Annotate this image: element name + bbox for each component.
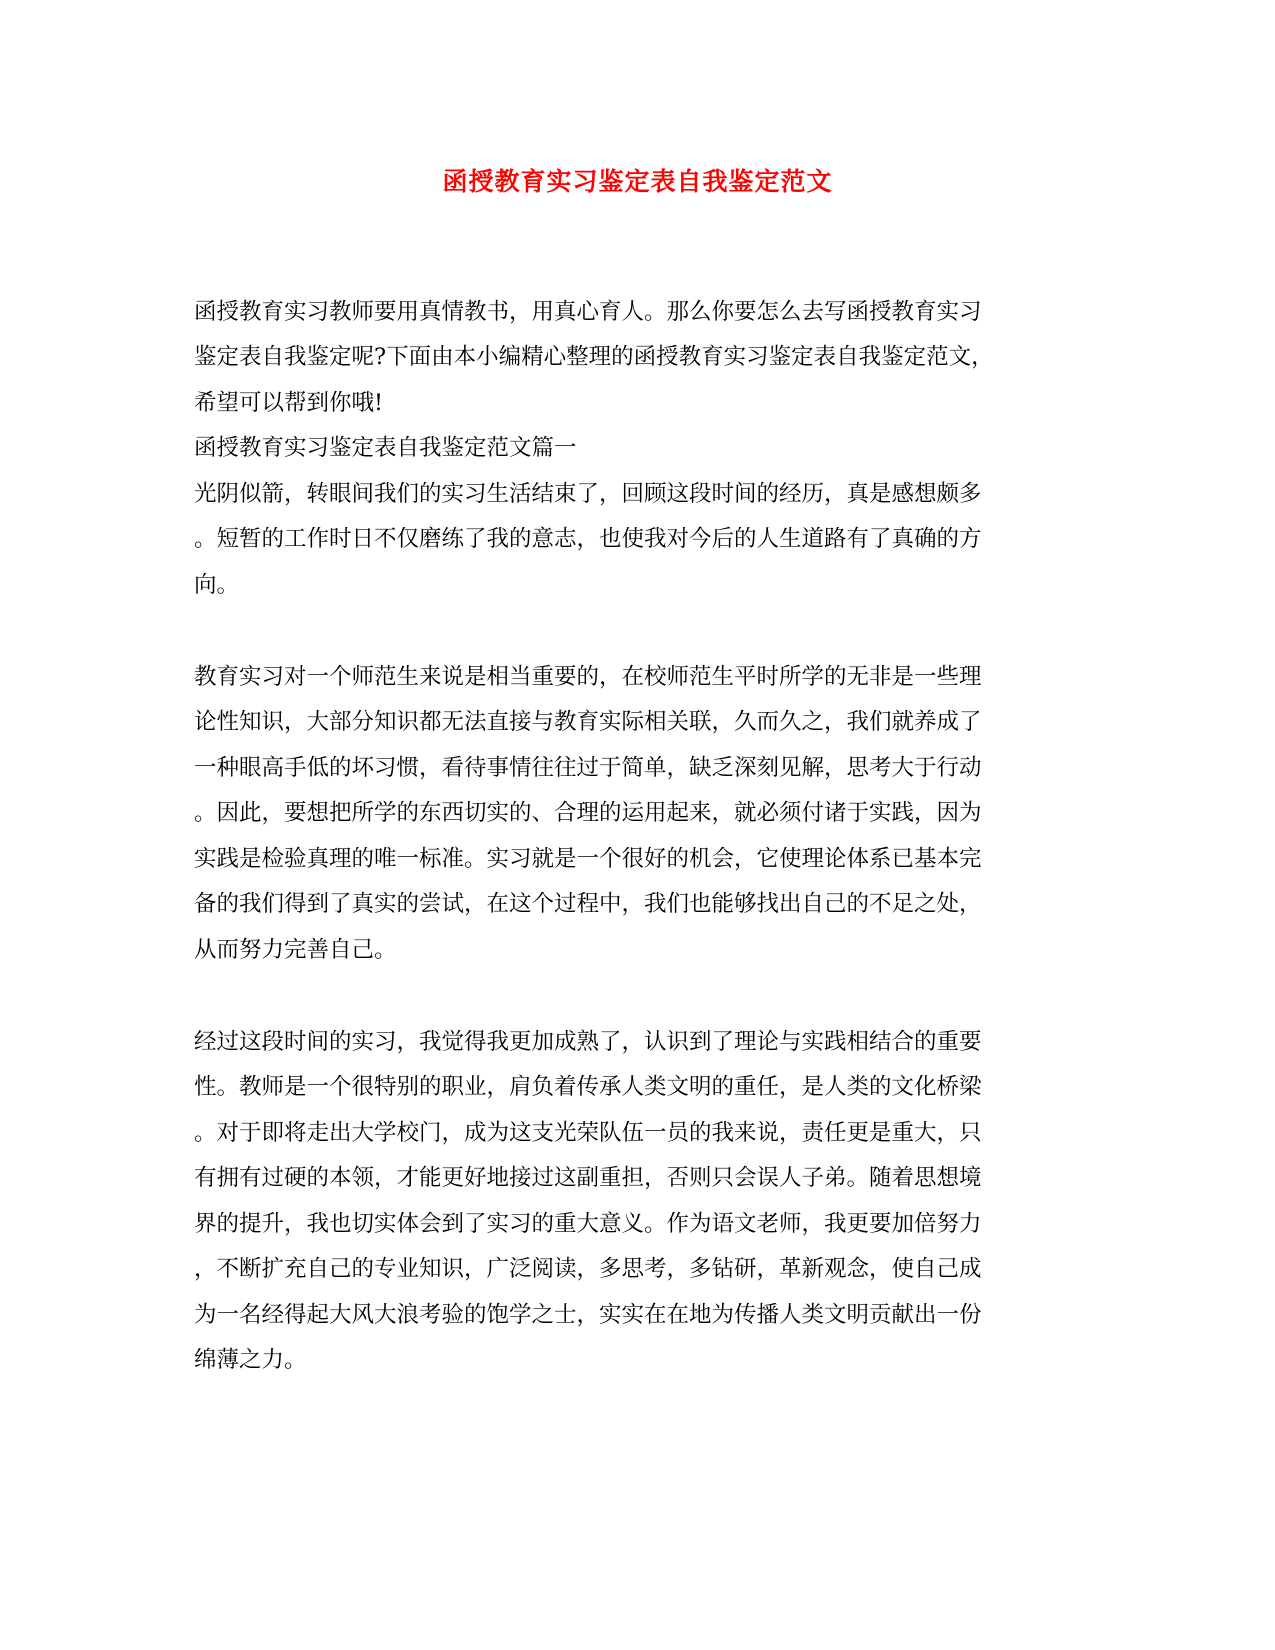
body-line: 。对于即将走出大学校门，成为这支光荣队伍一员的我来说，责任更是重大，只 — [194, 1120, 982, 1146]
body-line: 教育实习对一个师范生来说是相当重要的，在校师范生平时所学的无非是一些理 — [194, 664, 982, 690]
body-line: 一种眼高手低的坏习惯，看待事情往往过于简单，缺乏深刻见解，思考大于行动 — [194, 755, 982, 781]
section-heading: 函授教育实习鉴定表自我鉴定范文篇一 — [194, 435, 577, 461]
body-line: 有拥有过硬的本领，才能更好地接过这副重担，否则只会误人子弟。随着思想境 — [194, 1165, 982, 1191]
body-line: 备的我们得到了真实的尝试，在这个过程中，我们也能够找出自己的不足之处， — [194, 891, 982, 917]
body-line: 从而努力完善自己。 — [194, 937, 397, 963]
body-line: 鉴定表自我鉴定呢?下面由本小编精心整理的函授教育实习鉴定表自我鉴定范文， — [194, 344, 994, 370]
body-line: 光阴似箭，转眼间我们的实习生活结束了，回顾这段时间的经历，真是感想颇多 — [194, 481, 982, 507]
body-line: 。因此，要想把所学的东西切实的、合理的运用起来，就必须付诸于实践，因为 — [194, 800, 982, 826]
body-line: 。短暂的工作时日不仅磨练了我的意志，也使我对今后的人生道路有了真确的方 — [194, 526, 982, 552]
body-line: 论性知识，大部分知识都无法直接与教育实际相关联，久而久之，我们就养成了 — [194, 709, 982, 735]
body-line: 绵薄之力。 — [194, 1347, 307, 1373]
body-line: 函授教育实习教师要用真情教书，用真心育人。那么你要怎么去写函授教育实习 — [194, 299, 982, 325]
body-line: 为一名经得起大风大浪考验的饱学之士，实实在在地为传播人类文明贡献出一份 — [194, 1302, 982, 1328]
body-line: 实践是检验真理的唯一标准。实习就是一个很好的机会，它使理论体系已基本完 — [194, 846, 982, 872]
body-line: 界的提升，我也切实体会到了实习的重大意义。作为语文老师，我更要加倍努力 — [194, 1211, 982, 1237]
body-line: ，不断扩充自己的专业知识，广泛阅读，多思考，多钻研，革新观念，使自己成 — [194, 1256, 982, 1282]
body-line: 希望可以帮到你哦! — [194, 390, 384, 416]
document-title: 函授教育实习鉴定表自我鉴定范文 — [442, 167, 833, 196]
body-line: 性。教师是一个很特别的职业，肩负着传承人类文明的重任，是人类的文化桥梁 — [194, 1074, 982, 1100]
body-line: 经过这段时间的实习，我觉得我更加成熟了，认识到了理论与实践相结合的重要 — [194, 1029, 982, 1055]
body-line: 向。 — [194, 572, 240, 598]
